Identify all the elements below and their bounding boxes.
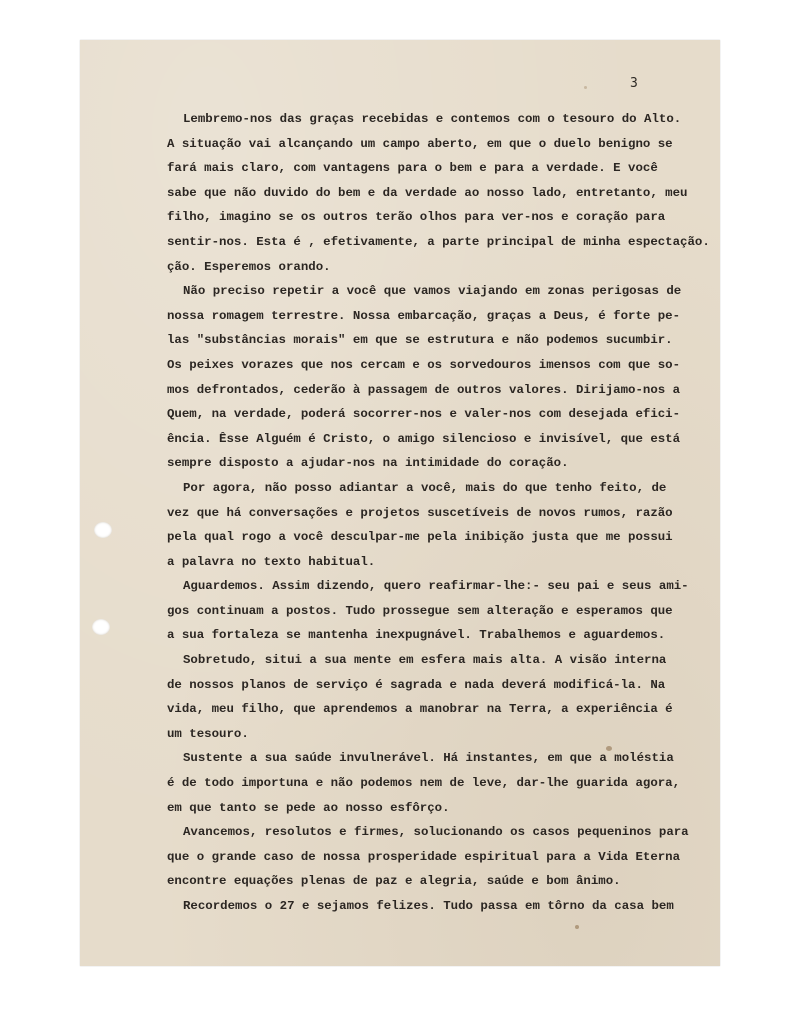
text-line: A situação vai alcançando um campo aberto, em que o duelo benigno se bbox=[167, 136, 673, 151]
text-line: Por agora, não posso adiantar a você, mais do que tenho feito, de bbox=[183, 480, 667, 495]
text-line: sabe que não duvido do bem e da verdade ao nosso lado, entretanto, meu bbox=[167, 185, 688, 200]
paragraph bbox=[167, 820, 702, 894]
paragraph bbox=[167, 894, 702, 919]
paragraph bbox=[167, 279, 702, 476]
text-line: ção. Esperemos orando. bbox=[167, 259, 331, 274]
text-line: encontre equações plenas de paz e alegria, saúde e bom ânimo. bbox=[167, 874, 621, 889]
text-line: mos defrontados, cederão à passagem de outros valores. Dirijamo-nos a bbox=[167, 382, 681, 397]
text-line: Avancemos, resolutos e firmes, solucionando os casos pequeninos para bbox=[183, 825, 689, 840]
text-line: pela qual rogo a você desculpar-me pela inibição justa que me possui bbox=[167, 530, 673, 545]
text-line: nossa romagem terrestre. Nossa embarcação, graças a Deus, é forte pe- bbox=[167, 308, 681, 323]
text-line: que o grande caso de nossa prosperidade espiritual para a Vida Eterna bbox=[167, 849, 681, 864]
text-line: é de todo importuna e não podemos nem de leve, dar-lhe guarida agora, bbox=[167, 776, 681, 791]
paper-stain bbox=[584, 86, 587, 89]
text-line: a palavra no texto habitual. bbox=[167, 554, 376, 569]
text-line: Aguardemos. Assim dizendo, quero reafirmar-lhe:- seu pai e seus ami- bbox=[183, 579, 689, 594]
letter-body bbox=[167, 107, 710, 919]
text-line: a sua fortaleza se mantenha inexpugnável. Trabalhemos e aguardemos. bbox=[167, 628, 666, 643]
paragraph bbox=[167, 648, 702, 746]
text-line: Os peixes vorazes que nos cercam e os sorvedouros imensos com que so- bbox=[167, 357, 681, 372]
text-line: vez que há conversações e projetos suscetíveis de novos rumos, razão bbox=[167, 505, 673, 520]
text-line: Sobretudo, situi a sua mente em esfera mais alta. A visão interna bbox=[183, 653, 667, 668]
text-line: filho, imagino se os outros terão olhos para ver-nos e coração para bbox=[167, 210, 666, 225]
punch-hole bbox=[92, 619, 110, 635]
text-line: Lembremo-nos das graças recebidas e contemos com o tesouro do Alto. bbox=[183, 112, 682, 126]
text-line: ência. Êsse Alguém é Cristo, o amigo silencioso e invisível, que está bbox=[167, 431, 681, 446]
text-line: Não preciso repetir a você que vamos viajando em zonas perigosas de bbox=[183, 284, 682, 299]
text-line: um tesouro. bbox=[167, 726, 249, 741]
text-line: vida, meu filho, que aprendemos a manobrar na Terra, a experiência é bbox=[167, 702, 673, 717]
text-line: fará mais claro, com vantagens para o bem e para a verdade. E você bbox=[167, 161, 658, 176]
paragraph bbox=[167, 107, 710, 279]
text-line: de nossos planos de serviço é sagrada e nada deverá modificá-la. Na bbox=[167, 677, 666, 692]
paragraph bbox=[167, 574, 702, 648]
text-line: sempre disposto a ajudar-nos na intimidade do coração. bbox=[167, 456, 569, 471]
text-line: sentir-nos. Esta é , efetivamente, a parte principal de minha espectação. bbox=[167, 234, 710, 249]
text-line: Sustente a sua saúde invulnerável. Há instantes, em que a moléstia bbox=[183, 751, 674, 766]
paper-stain bbox=[575, 925, 579, 929]
text-line: em que tanto se pede ao nosso esfôrço. bbox=[167, 800, 450, 815]
text-line: Quem, na verdade, poderá socorrer-nos e valer-nos com desejada efici- bbox=[167, 407, 681, 422]
punch-hole bbox=[94, 522, 112, 538]
paragraph bbox=[167, 476, 702, 574]
text-line: Recordemos o 27 e sejamos felizes. Tudo passa em tôrno da casa bem bbox=[183, 899, 674, 913]
text-line: gos continuam a postos. Tudo prossegue sem alteração e esperamos que bbox=[167, 603, 673, 618]
paragraph bbox=[167, 746, 702, 820]
text-line: las "substâncias morais" em que se estrutura e não podemos sucumbir. bbox=[167, 333, 673, 348]
page-number: 3 bbox=[630, 76, 638, 91]
